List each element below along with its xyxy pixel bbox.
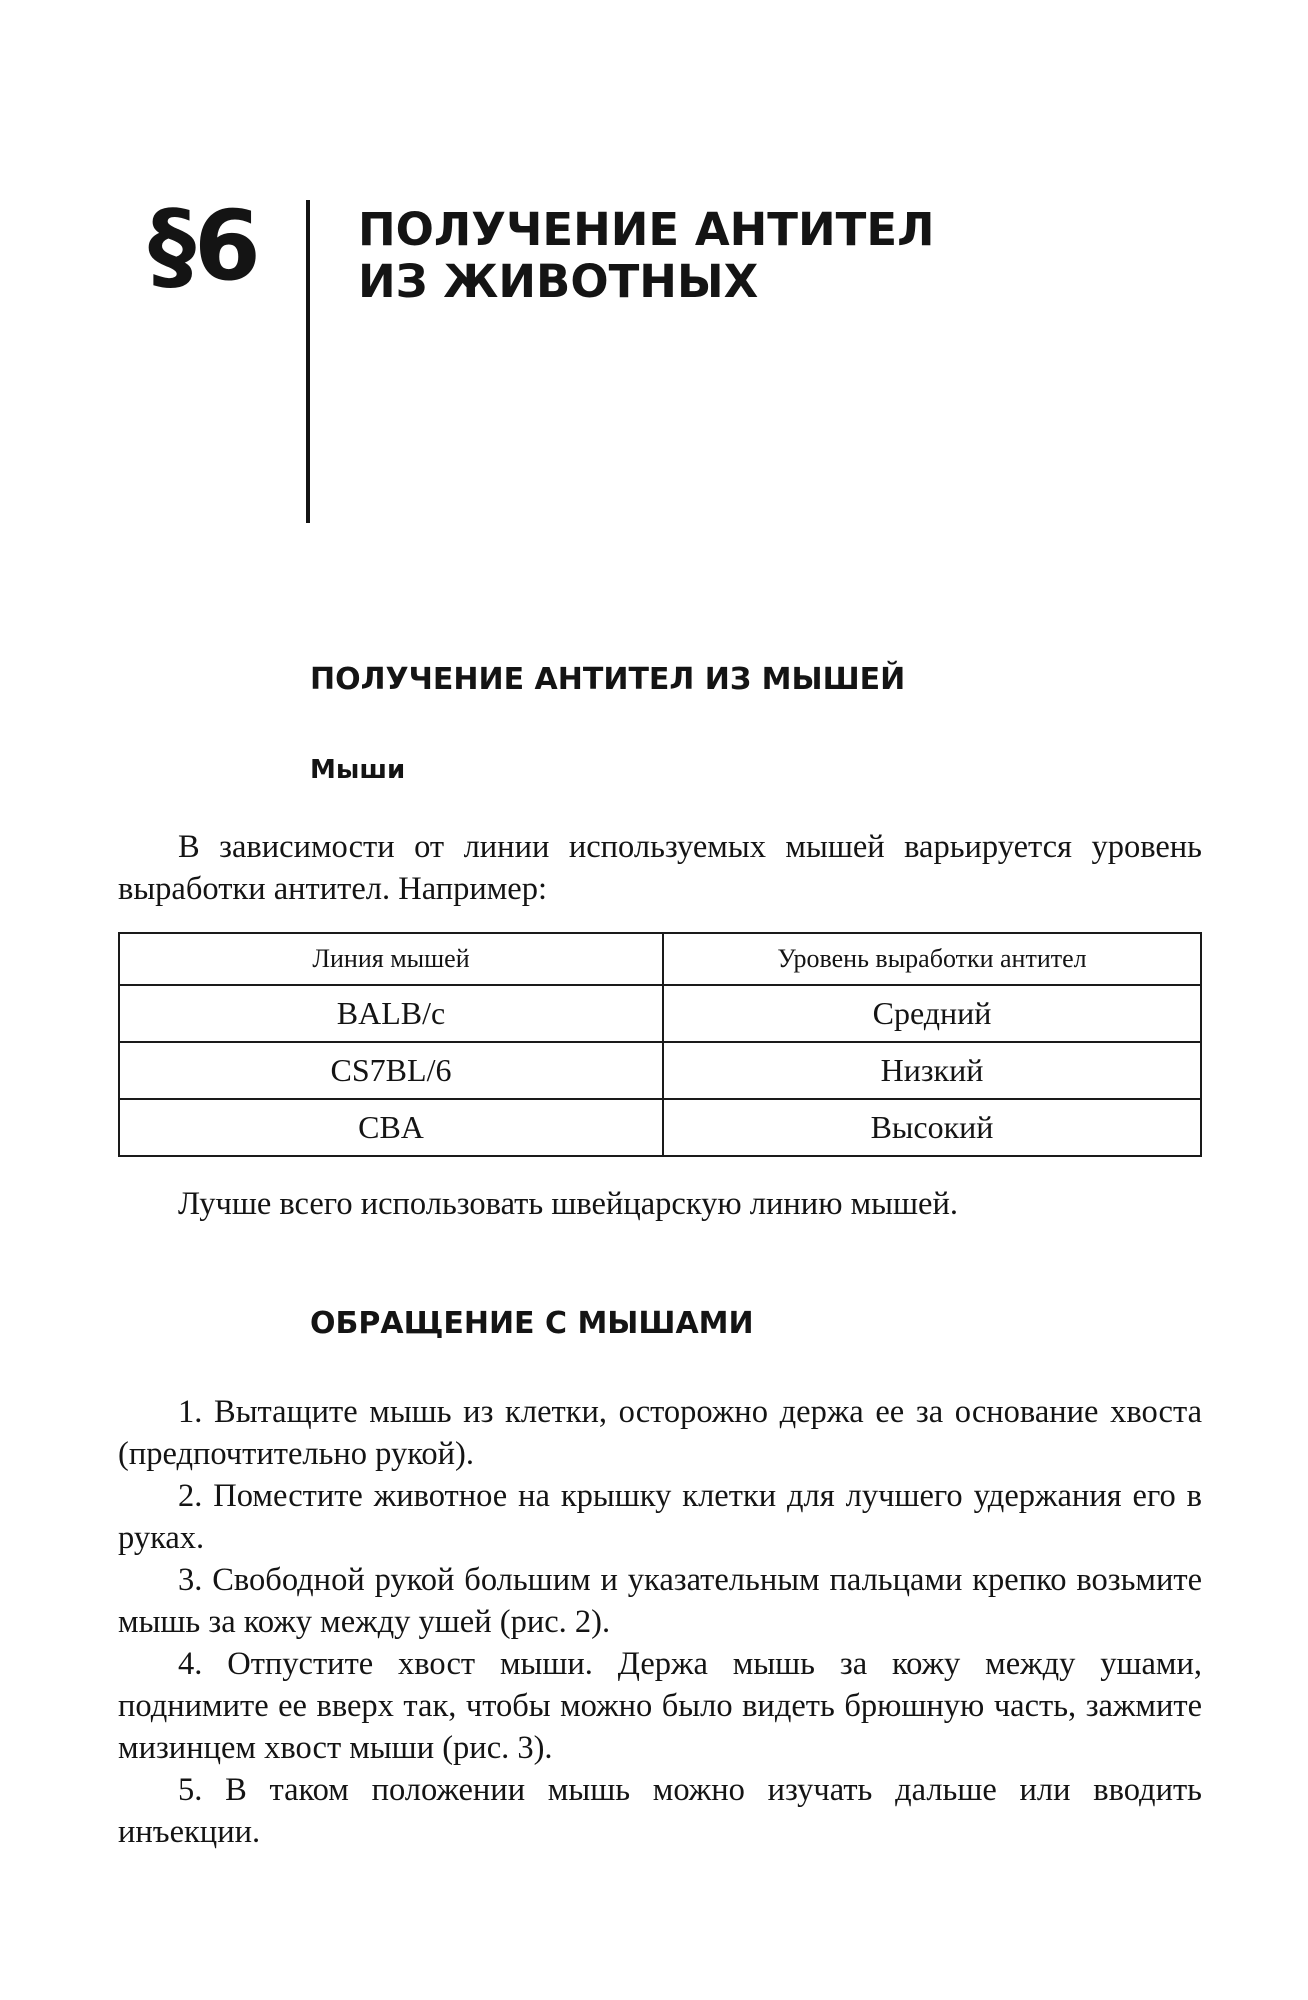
table-cell-strain: CS7BL/6	[119, 1042, 663, 1099]
section-heading-handling: ОБРАЩЕНИЕ С МЫШАМИ	[310, 1306, 754, 1341]
table-row	[119, 985, 1201, 1042]
chapter-title-line-1: ПОЛУЧЕНИЕ АНТИТЕЛ	[358, 203, 935, 256]
step-5: 5. В таком положении мышь можно изучать дальше или вводить инъекции.	[118, 1772, 1202, 1850]
subheading-mice: Мыши	[310, 755, 406, 785]
chapter-title	[358, 204, 1058, 308]
section-heading-mice: ПОЛУЧЕНИЕ АНТИТЕЛ ИЗ МЫШЕЙ	[310, 662, 906, 697]
table-cell-level: Средний	[663, 985, 1201, 1042]
step-1: 1. Вытащите мышь из клетки, осторожно держа ее за основание хвоста (предпочтительно рукой).	[118, 1394, 1202, 1472]
conclusion-paragraph: Лучше всего использовать швейцарскую линию мышей.	[178, 1186, 958, 1222]
intro-paragraph: В зависимости от линии используемых мышей варьируется уровень выработки антител. Например:	[118, 829, 1202, 907]
table-row	[119, 1042, 1201, 1099]
step-2: 2. Поместите животное на крышку клетки для лучшего удержания его в руках.	[118, 1478, 1202, 1556]
table-header-strain: Линия мышей	[119, 933, 663, 985]
mouse-strains-table	[118, 932, 1202, 1157]
chapter-title-line-2: ИЗ ЖИВОТНЫХ	[358, 255, 759, 308]
step-3: 3. Свободной рукой большим и указательным пальцами крепко возьмите мышь за кожу между ушей (рис. 2).	[118, 1562, 1202, 1640]
table-cell-level: Высокий	[663, 1099, 1201, 1156]
table-cell-strain: CBA	[119, 1099, 663, 1156]
table-header-row	[119, 933, 1201, 985]
table-row	[119, 1099, 1201, 1156]
table-cell-strain: BALB/c	[119, 985, 663, 1042]
table-cell-level: Низкий	[663, 1042, 1201, 1099]
chapter-number: §6	[148, 190, 259, 302]
step-4: 4. Отпустите хвост мыши. Держа мышь за кожу между ушами, поднимите ее вверх так, чтобы можно было видеть брюшную часть, зажмите мизинцем хвост мыши (рис. 3).	[118, 1646, 1202, 1766]
chapter-divider	[306, 200, 310, 523]
table-header-level: Уровень выработки антител	[663, 933, 1201, 985]
